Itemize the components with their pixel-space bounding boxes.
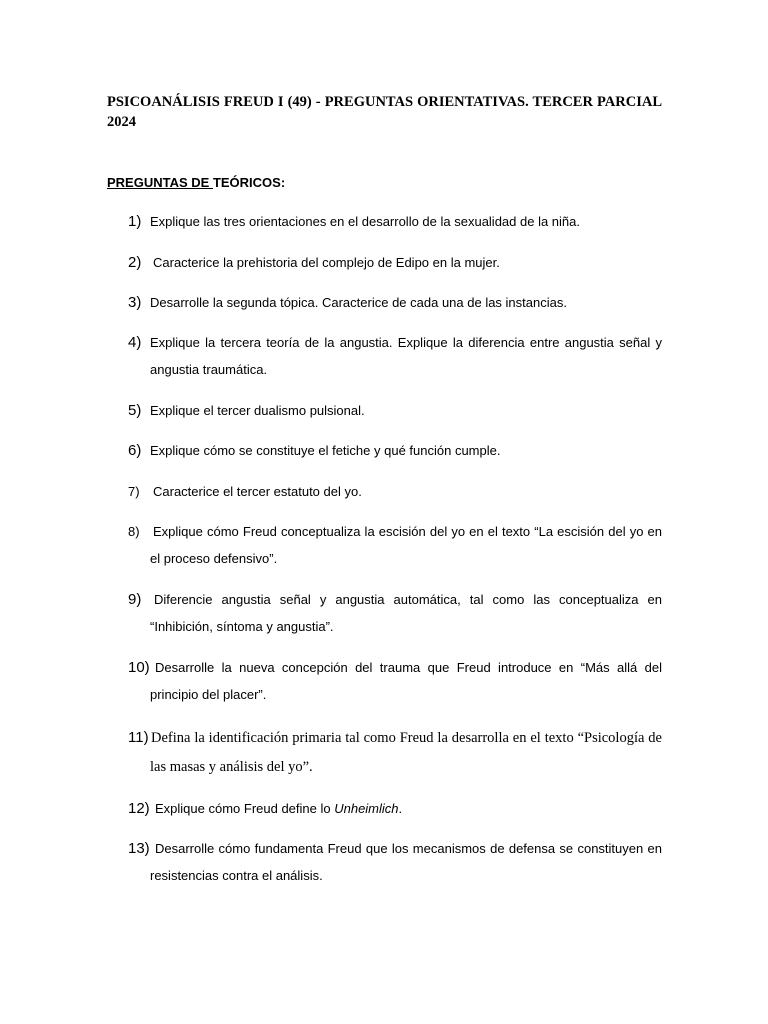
question-text: Desarrolle la segunda tópica. Caracterice de cada una de las instancias. — [150, 295, 567, 310]
question-item-10 — [128, 654, 662, 708]
question-text: Explique cómo se constituye el fetiche y qué función cumple. — [150, 443, 501, 458]
question-number: 13) — [128, 840, 150, 857]
question-number: 4) — [128, 334, 142, 351]
question-number: 9) — [128, 591, 142, 608]
section-heading — [107, 174, 285, 192]
question-text: Caracterice el tercer estatuto del yo. — [153, 484, 362, 499]
question-text: Defina la identificación primaria tal como Freud la desarrolla en el texto “Psicología de las masas y análisis del yo”. — [150, 730, 662, 775]
question-text — [128, 795, 662, 822]
question-text: Desarrolle la nueva concepción del trauma que Freud introduce en “Más allá del principio del placer”. — [150, 660, 662, 702]
question-number: 2) — [128, 254, 142, 271]
question-number: 1) — [128, 213, 142, 230]
question-item-13 — [128, 835, 662, 889]
question-item-12 — [128, 795, 662, 822]
question-item-11 — [128, 724, 662, 782]
question-number: 6) — [128, 442, 142, 459]
section-heading-rest: TEÓRICOS: — [212, 175, 286, 190]
question-number: 12) — [128, 800, 150, 817]
section-heading-underlined: PREGUNTAS DE — [107, 175, 213, 190]
question-number: 3) — [128, 294, 142, 311]
question-item-1 — [128, 208, 662, 235]
question-number: 10) — [128, 659, 150, 676]
question-text-italic: Unheimlich — [334, 801, 399, 816]
question-text: Diferencie angustia señal y angustia automática, tal como las conceptualiza en “Inhibición, síntoma y angustia”. — [150, 592, 662, 634]
question-item-7 — [128, 478, 662, 505]
document-title: PSICOANÁLISIS FREUD I (49) - PREGUNTAS ORIENTATIVAS. TERCER PARCIAL 2024 — [107, 94, 662, 130]
question-item-5 — [128, 397, 662, 424]
question-text: Explique el tercer dualismo pulsional. — [150, 403, 365, 418]
question-text-before: Explique cómo Freud define lo — [155, 801, 335, 816]
question-item-3 — [128, 289, 662, 316]
question-number: 7) — [128, 484, 140, 499]
question-item-4 — [128, 329, 662, 383]
question-text: Caracterice la prehistoria del complejo de Edipo en la mujer. — [153, 255, 500, 270]
question-number: 5) — [128, 402, 142, 419]
question-item-9 — [128, 586, 662, 640]
question-text: Explique las tres orientaciones en el desarrollo de la sexualidad de la niña. — [150, 214, 580, 229]
question-text: Explique cómo Freud conceptualiza la escisión del yo en el texto “La escisión del yo en el proceso defensivo”. — [150, 524, 662, 566]
question-number: 11) — [128, 729, 149, 746]
question-item-2 — [128, 249, 662, 276]
question-number: 8) — [128, 524, 140, 539]
question-item-6 — [128, 437, 662, 464]
question-item-8 — [128, 518, 662, 572]
question-text-after: . — [398, 801, 403, 816]
question-text: Explique la tercera teoría de la angustia. Explique la diferencia entre angustia señal y angustia traumática. — [150, 335, 662, 377]
question-text: Desarrolle cómo fundamenta Freud que los mecanismos de defensa se constituyen en resistencias contra el análisis. — [150, 841, 662, 883]
